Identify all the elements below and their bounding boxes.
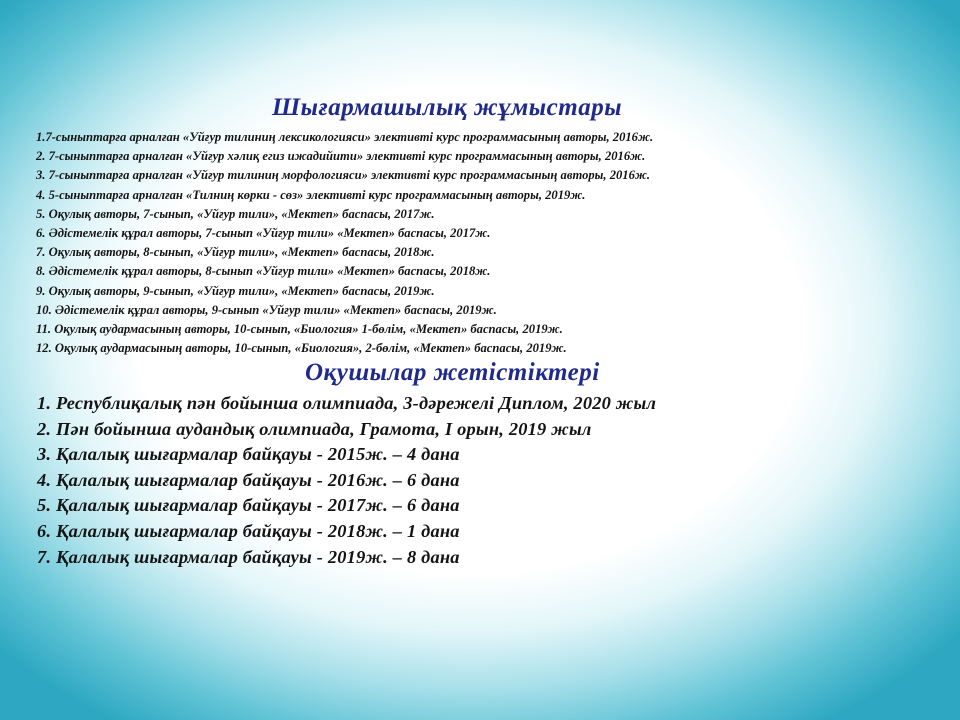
works-item: 3. 7-сыныптарға арналған «Уйғур тилиниң морфологияси» элективті курс программасының авторы, 2016ж. [36,168,651,183]
achievement-item: 7. Қалалық шығармалар байқауы - 2019ж. – 8 дана [37,546,460,567]
works-item: 6. Әдістемелік құрал авторы, 7-сынып «Уйғур тили» «Мектеп» баспасы, 2017ж. [36,225,491,240]
works-item: 12. Оқулық аудармасының авторы, 10-сынып, «Биология», 2-бөлім, «Мектеп» баспасы, 2019ж. [36,341,567,356]
achievement-item: 3. Қалалық шығармалар байқауы - 2015ж. – 4 дана [37,444,460,465]
achievement-item: 4. Қалалық шығармалар байқауы - 2016ж. – 6 дана [37,469,460,490]
works-item: 2. 7-сыныптарға арналған «Уйғур хәлиқ егиз ижадийити» элективті курс программасының авторы, 2016ж. [36,149,646,164]
works-item: 11. Оқулық аудармасының авторы, 10-сынып, «Биология» 1-бөлім, «Мектеп» баспасы, 2019ж. [36,321,563,336]
works-item: 7. Оқулық авторы, 8-сынып, «Уйғур тили», «Мектеп» баспасы, 2018ж. [36,245,435,260]
works-item: 10. Әдістемелік құрал авторы, 9-сынып «Уйғур тили» «Мектеп» баспасы, 2019ж. [36,302,497,317]
achievement-item: 6. Қалалық шығармалар байқауы - 2018ж. – 1 дана [37,520,460,541]
works-item: 1.7-сыныптарға арналған «Уйғур тилиниң лексикологияси» элективті курс программасының авторы, 2016ж. [36,130,654,144]
achievements-title: Оқушылар жетістіктері [305,359,600,386]
achievement-item: 1. Республиқалық пән бойынша олимпиада, 3-дәрежелі Диплом, 2020 жыл [37,393,657,413]
achievements-list [37,391,937,570]
works-item: 5. Оқулық авторы, 7-сынып, «Уйғур тили», «Мектеп» баспасы, 2017ж. [36,206,435,221]
works-title: Шығармашылық жұмыстары [272,94,623,121]
works-item: 8. Әдістемелік құрал авторы, 8-сынып «Уйғур тили» «Мектеп» баспасы, 2018ж. [36,264,491,279]
achievement-item: 5. Қалалық шығармалар байқауы - 2017ж. – 6 дана [37,495,460,516]
works-item: 9. Оқулық авторы, 9-сынып, «Уйғур тили», «Мектеп» баспасы, 2019ж. [36,283,435,298]
works-list [36,128,936,358]
achievement-item: 2. Пән бойынша аудандық олимпиада, Грамота, І орын, 2019 жыл [37,418,592,439]
works-item: 4. 5-сыныптарға арналған «Тилниң көрки - сөз» элективті курс программасының авторы, 2019ж. [36,187,586,202]
